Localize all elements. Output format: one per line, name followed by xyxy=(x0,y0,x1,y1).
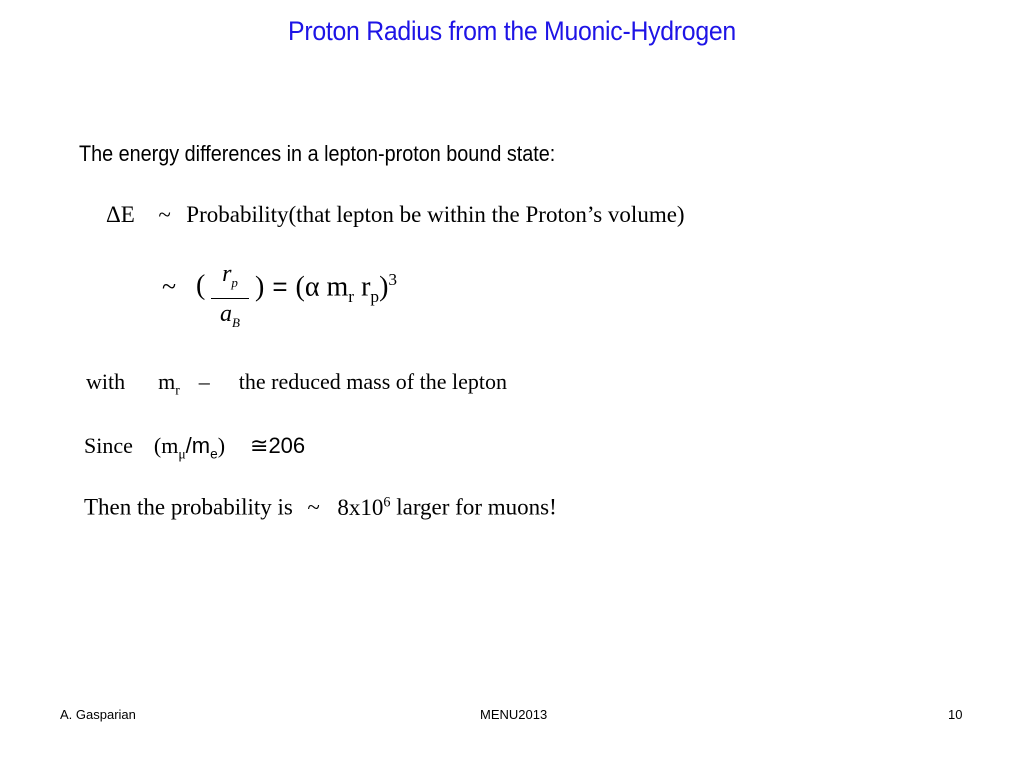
formula-rhs: ) = (α $m_r$ $r_p)^3$ xyxy=(255,270,398,306)
conclusion-tail: larger for muons! xyxy=(396,494,557,520)
since-word: Since xyxy=(84,433,133,458)
fraction-denominator: $a_B$ xyxy=(220,301,240,331)
delta-e-symbol: ΔE xyxy=(106,202,135,227)
fraction-bar xyxy=(211,298,249,300)
with-word: with xyxy=(86,369,126,394)
reduced-mass-line xyxy=(86,369,507,398)
footer-page-number: 10 xyxy=(948,707,963,722)
mass-ratio-value: ≅206 xyxy=(250,433,306,458)
proportional-tilde: ~ xyxy=(158,202,171,227)
probability-conclusion-line xyxy=(84,494,557,521)
dash: – xyxy=(198,369,210,394)
mass-ratio: $(m_\mu/m_e)$ xyxy=(153,433,226,462)
footer-conference: MENU2013 xyxy=(480,707,548,722)
conclusion-tilde: ~ xyxy=(307,494,320,520)
intro-text: The energy differences in a lepton-proton bound state: xyxy=(79,141,556,166)
formula-open-paren: ( xyxy=(196,270,206,301)
slide-title: Proton Radius from the Muonic-Hydrogen xyxy=(288,16,736,46)
delta-e-line xyxy=(106,202,685,228)
fraction-numerator: $r_p$ xyxy=(222,261,238,290)
enhancement-factor: $8x10^6$ xyxy=(337,494,391,520)
mass-ratio-line xyxy=(84,433,305,462)
formula-tilde: ~ xyxy=(162,272,177,301)
radius-fraction xyxy=(209,262,251,335)
reduced-mass-description: the reduced mass of the lepton xyxy=(238,369,507,394)
footer-author: A. Gasparian xyxy=(60,707,136,722)
probability-description: Probability(that lepton be within the Proton’s volume) xyxy=(186,202,685,227)
conclusion-lead: Then the probability is xyxy=(84,494,293,520)
reduced-mass-symbol: $m_r$ xyxy=(158,369,180,398)
